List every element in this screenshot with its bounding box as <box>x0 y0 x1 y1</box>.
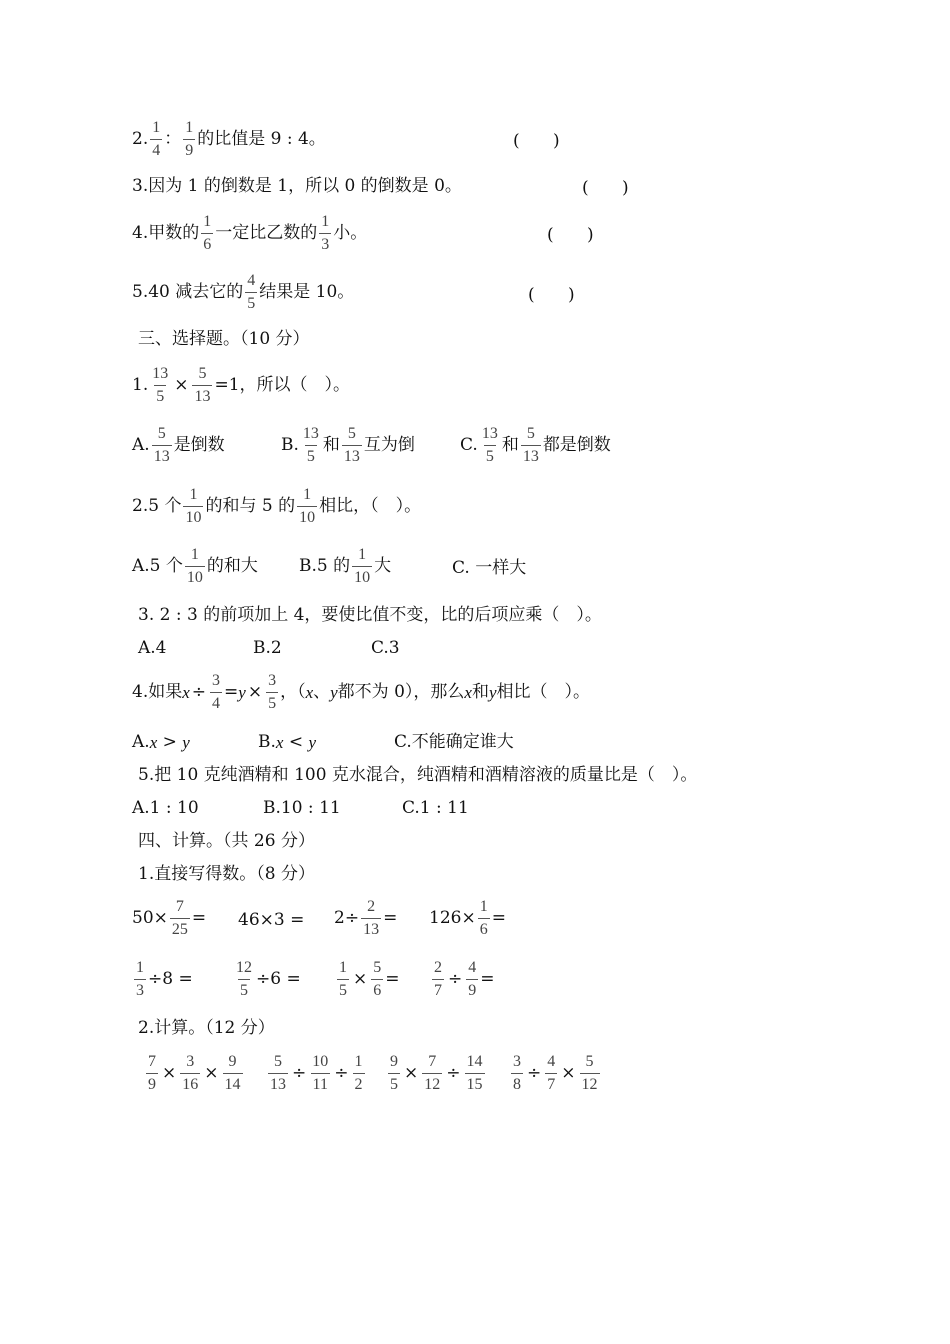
choice-q3-opt-c[interactable]: C.3 <box>371 638 400 658</box>
numerator: 1 <box>339 959 347 976</box>
choice-q5-opt-c[interactable]: C.1 : 11 <box>402 798 469 818</box>
math-text: ÷ <box>448 969 463 989</box>
times-sign: × <box>247 682 263 702</box>
fraction <box>521 426 541 465</box>
math-text: = <box>480 969 495 989</box>
numerator: 5 <box>198 365 207 382</box>
numerator: 5 <box>373 959 382 976</box>
q-prefix: 4.如果 <box>132 682 183 702</box>
numerator: 13 <box>302 425 319 442</box>
denominator: 13 <box>192 385 212 405</box>
calc-expr <box>266 1054 367 1093</box>
answer-paren[interactable]: ( ) <box>582 178 643 198</box>
math-text: 126× <box>429 908 476 928</box>
denominator: 10 <box>185 566 205 586</box>
opt-text: 都是倒数 <box>542 435 611 455</box>
numerator: 1 <box>152 119 161 136</box>
fraction <box>245 273 257 312</box>
fraction <box>388 1054 400 1093</box>
opt-text: 大 <box>374 556 392 576</box>
answer-paren[interactable]: ( ) <box>513 131 574 151</box>
math-text: = <box>383 908 398 928</box>
denominator: 14 <box>223 1073 243 1093</box>
math-text: A. <box>132 732 150 752</box>
choice-q5: 5.把 10 克纯酒精和 100 克水混合，纯酒精和酒精溶液的质量比是（ ）。 <box>138 765 698 785</box>
choice-q3-opt-a[interactable]: A.4 <box>138 638 167 658</box>
denominator: 15 <box>465 1073 485 1093</box>
numerator: 7 <box>428 1053 437 1070</box>
math-text: = <box>385 969 400 989</box>
fraction <box>152 426 172 465</box>
choice-q3-opt-b[interactable]: B.2 <box>253 638 282 658</box>
fraction <box>337 960 349 999</box>
math-text: ÷ <box>527 1063 542 1083</box>
opt-text: 和 <box>322 435 340 455</box>
choice-q1 <box>132 366 350 405</box>
numerator: 14 <box>466 1053 483 1070</box>
fraction <box>134 960 146 999</box>
times-sign: × <box>174 375 189 395</box>
judge-q5 <box>132 273 354 312</box>
q-prefix: 2.5 个 <box>132 496 182 516</box>
fraction <box>183 120 195 159</box>
q-text: 和 <box>471 682 489 702</box>
numerator: 1 <box>203 213 212 230</box>
fraction <box>180 1054 200 1093</box>
fraction <box>310 1054 330 1093</box>
numerator: 3 <box>186 1053 195 1070</box>
fraction <box>580 1054 600 1093</box>
opt-label: B. <box>281 435 299 455</box>
fraction <box>432 960 444 999</box>
denominator: 13 <box>361 918 381 938</box>
equals-sign: = <box>224 682 239 702</box>
fraction <box>361 899 381 938</box>
numerator: 3 <box>212 672 221 689</box>
q-suffix: 结果是 10。 <box>259 282 355 302</box>
fraction <box>192 366 212 405</box>
numerator: 9 <box>390 1053 398 1070</box>
numerator: 1 <box>303 486 312 503</box>
math-text: y <box>308 733 317 752</box>
numerator: 1 <box>185 119 194 136</box>
numerator: 2 <box>434 959 442 976</box>
fraction <box>146 1054 158 1093</box>
fraction <box>201 214 213 253</box>
choice-q2-opt-b[interactable] <box>299 547 391 586</box>
calc-expr <box>509 1054 602 1093</box>
var-y: y <box>488 683 497 702</box>
denominator: 5 <box>154 385 166 405</box>
numerator: 13 <box>152 365 169 382</box>
numerator: 1 <box>136 959 144 976</box>
denominator: 7 <box>545 1073 557 1093</box>
opt-label: C. <box>460 435 478 455</box>
math-text: 2÷ <box>334 908 360 928</box>
denominator: 5 <box>245 292 257 312</box>
numerator: 5 <box>157 425 166 442</box>
answer-paren[interactable]: ( ) <box>547 225 608 245</box>
q-suffix: =1，所以（ ）。 <box>214 375 351 395</box>
calc-expr <box>132 960 193 999</box>
math-text: x <box>149 733 158 752</box>
fraction <box>297 487 317 526</box>
section4-title: 四、计算。（共 26 分） <box>138 831 315 851</box>
calc-expr <box>232 960 301 999</box>
numerator: 7 <box>175 898 184 915</box>
fraction <box>465 1054 485 1093</box>
divide-sign: ÷ <box>191 682 207 702</box>
fraction <box>352 547 372 586</box>
denominator: 12 <box>580 1073 600 1093</box>
math-text: < <box>283 732 309 752</box>
denominator: 9 <box>146 1073 158 1093</box>
denominator: 25 <box>170 918 190 938</box>
math-text: 50× <box>132 908 168 928</box>
numerator: 5 <box>274 1053 282 1070</box>
numerator: 7 <box>148 1053 156 1070</box>
denominator: 10 <box>297 506 317 526</box>
fraction <box>353 1054 365 1093</box>
denominator: 5 <box>388 1073 400 1093</box>
q-text: 、 <box>313 682 331 702</box>
numerator: 13 <box>481 425 498 442</box>
choice-q5-opt-a[interactable]: A.1 : 10 <box>132 798 199 818</box>
q-prefix: 5.40 减去它的 <box>132 282 244 302</box>
numerator: 12 <box>236 959 252 976</box>
denominator: 7 <box>432 979 444 999</box>
math-text: × <box>404 1063 419 1083</box>
var-x: x <box>305 683 314 702</box>
numerator: 2 <box>367 898 376 915</box>
fraction <box>545 1054 557 1093</box>
numerator: 5 <box>526 425 535 442</box>
denominator: 11 <box>311 1073 330 1093</box>
denominator: 5 <box>238 979 250 999</box>
denominator: 13 <box>268 1073 288 1093</box>
denominator: 16 <box>180 1073 200 1093</box>
q-mid: 的和与 5 的 <box>205 496 296 516</box>
var-y: y <box>238 683 246 702</box>
fraction <box>234 960 254 999</box>
q-mid: 一定比乙数的 <box>215 223 318 243</box>
q-prefix: 1. <box>132 375 149 395</box>
colon: ： <box>164 129 182 149</box>
math-text: y <box>182 733 190 752</box>
choice-q3: 3. 2 : 3 的前项加上 4，要使比值不变，比的后项应乘（ ）。 <box>138 605 602 625</box>
opt-label: B.5 的 <box>299 556 351 576</box>
calc-expr <box>386 1054 487 1093</box>
q-suffix: 的比值是 9 : 4。 <box>197 129 326 149</box>
fraction <box>301 426 321 465</box>
choice-q5-opt-b[interactable]: B.10 : 11 <box>263 798 341 818</box>
opt-text: 是倒数 <box>173 435 225 455</box>
denominator: 9 <box>466 979 478 999</box>
calc-expr <box>429 899 506 938</box>
numerator: 1 <box>321 213 330 230</box>
fraction <box>210 673 222 712</box>
numerator: 5 <box>347 425 356 442</box>
choice-q1-opt-c[interactable] <box>460 426 611 465</box>
math-text: = <box>491 908 506 928</box>
section3-title: 三、选择题。（10 分） <box>138 329 310 349</box>
math-text: × <box>353 969 368 989</box>
q-prefix: 4.甲数的 <box>132 223 200 243</box>
denominator: 8 <box>511 1073 523 1093</box>
opt-text: 和 <box>501 435 519 455</box>
numerator: 3 <box>268 672 277 689</box>
q-suffix: 相比，（ ）。 <box>319 496 422 516</box>
fraction <box>319 214 331 253</box>
denominator: 5 <box>305 445 317 465</box>
numerator: 3 <box>513 1053 521 1070</box>
fraction <box>422 1054 442 1093</box>
judge-q4 <box>132 214 367 253</box>
math-text: × <box>561 1063 576 1083</box>
fraction <box>266 673 278 712</box>
numerator: 1 <box>189 486 198 503</box>
choice-q2 <box>132 487 421 526</box>
choice-q4 <box>132 673 590 712</box>
denominator: 13 <box>152 445 172 465</box>
denominator: 2 <box>353 1073 365 1093</box>
choice-q4-opt-a[interactable] <box>132 734 190 751</box>
q-suffix: 小。 <box>333 223 368 243</box>
section4-sub2: 2.计算。（12 分） <box>138 1018 275 1038</box>
choice-q1-opt-b[interactable] <box>281 426 415 465</box>
numerator: 4 <box>468 959 477 976</box>
choice-q2-opt-a[interactable] <box>132 547 258 586</box>
math-text: B. <box>258 732 276 752</box>
var-x: x <box>464 683 472 702</box>
calc-expr <box>335 960 400 999</box>
fraction <box>170 899 190 938</box>
math-text: ÷6 = <box>256 969 301 989</box>
math-text: ÷8 = <box>148 969 193 989</box>
fraction <box>268 1054 288 1093</box>
numerator: 1 <box>358 546 367 563</box>
opt-label: A. <box>132 435 150 455</box>
math-text: x <box>275 733 284 752</box>
denominator: 13 <box>521 445 541 465</box>
fraction <box>223 1054 243 1093</box>
calc-expr <box>334 899 397 938</box>
calc-expr: 46×3 = <box>238 910 305 930</box>
fraction <box>150 120 162 159</box>
numerator: 1 <box>479 898 488 915</box>
denominator: 6 <box>478 918 490 938</box>
calc-expr <box>430 960 495 999</box>
numerator: 4 <box>547 1053 556 1070</box>
denominator: 5 <box>266 692 278 712</box>
var-y: y <box>330 683 338 702</box>
choice-q1-opt-a[interactable] <box>132 426 225 465</box>
numerator: 5 <box>585 1053 594 1070</box>
fraction <box>185 547 205 586</box>
denominator: 10 <box>183 506 203 526</box>
choice-q4-opt-c[interactable]: C.不能确定谁大 <box>394 732 514 752</box>
math-text: × <box>204 1063 219 1083</box>
fraction <box>342 426 362 465</box>
fraction <box>511 1054 523 1093</box>
denominator: 3 <box>319 233 331 253</box>
numerator: 10 <box>312 1053 329 1070</box>
fraction <box>466 960 478 999</box>
denominator: 13 <box>342 445 362 465</box>
denominator: 4 <box>210 692 222 712</box>
calc-expr <box>132 899 206 938</box>
math-text: × <box>162 1063 177 1083</box>
q-text: 相比（ ）。 <box>496 682 590 702</box>
judge-q2 <box>132 120 326 159</box>
denominator: 10 <box>352 566 372 586</box>
fraction <box>480 426 500 465</box>
fraction <box>371 960 383 999</box>
q-prefix: 2. <box>132 129 149 149</box>
denominator: 12 <box>422 1073 442 1093</box>
math-text: = <box>191 908 207 928</box>
math-text: ÷ <box>334 1063 349 1083</box>
opt-text: 的和大 <box>206 556 258 576</box>
var-x: x <box>182 683 190 702</box>
numerator: 4 <box>247 272 256 289</box>
fraction <box>150 366 170 405</box>
denominator: 5 <box>337 979 349 999</box>
denominator: 9 <box>183 139 195 159</box>
denominator: 3 <box>134 979 146 999</box>
calc-expr <box>144 1054 245 1093</box>
choice-q4-opt-b[interactable] <box>258 734 316 751</box>
fraction <box>478 899 490 938</box>
math-text: ÷ <box>446 1063 461 1083</box>
q-text: 都不为 0），那么 <box>337 682 465 702</box>
section4-sub1: 1.直接写得数。（8 分） <box>138 864 315 884</box>
denominator: 6 <box>201 233 213 253</box>
math-text: > <box>157 732 183 752</box>
denominator: 5 <box>484 445 496 465</box>
math-text: ÷ <box>292 1063 307 1083</box>
q-text: ，（ <box>280 682 306 702</box>
q-text: 3.因为 1 的倒数是 1，所以 0 的倒数是 0。 <box>132 176 462 196</box>
denominator: 4 <box>150 139 162 159</box>
numerator: 9 <box>228 1053 237 1070</box>
answer-paren[interactable]: ( ) <box>528 285 589 305</box>
numerator: 1 <box>354 1053 363 1070</box>
opt-text: 互为倒 <box>363 435 415 455</box>
choice-q2-opt-c[interactable]: C. 一样大 <box>452 558 527 578</box>
fraction <box>183 487 203 526</box>
denominator: 6 <box>371 979 383 999</box>
numerator: 1 <box>190 546 199 563</box>
judge-q3 <box>132 178 462 195</box>
opt-label: A.5 个 <box>132 556 183 576</box>
